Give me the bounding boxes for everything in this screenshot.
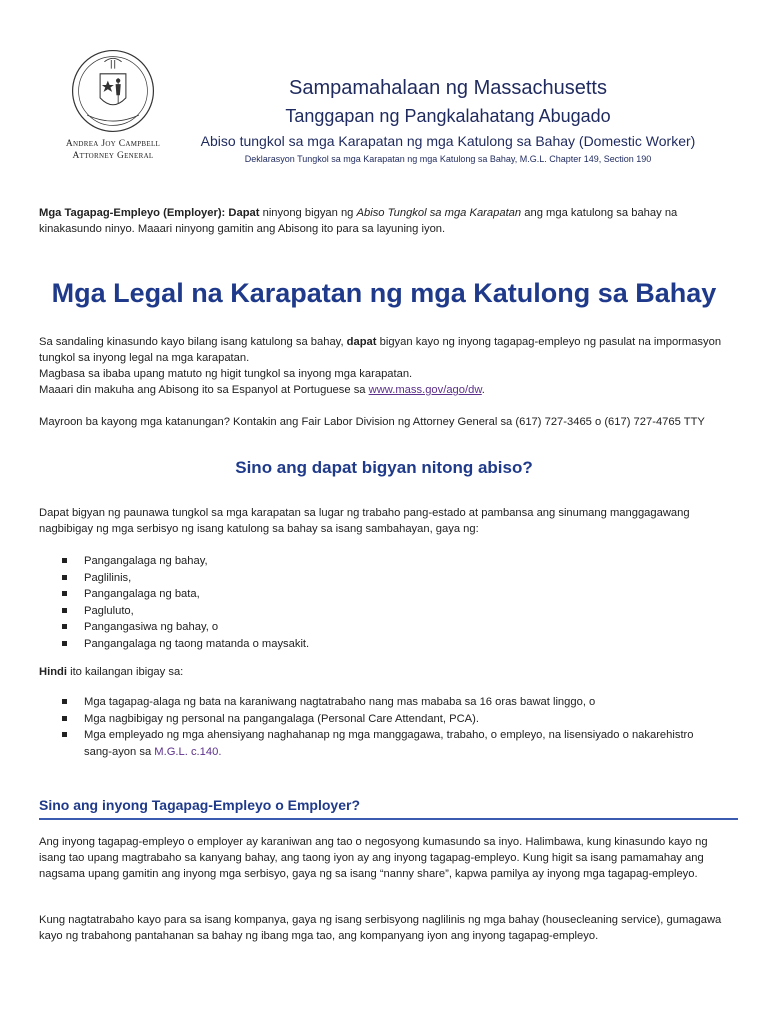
list-item: Pangangalaga ng bahay, <box>62 553 722 570</box>
hindi-rest: ito kailangan ibigay sa: <box>66 666 184 678</box>
dapat-bold: Dapat <box>228 207 260 219</box>
rights-dapat-bold: dapat <box>346 336 377 348</box>
list-item: Pangangalaga ng bata, <box>62 586 722 603</box>
employer-label: Mga Tagapag-Empleyo (Employer): <box>39 207 226 219</box>
languages-end: . <box>481 384 485 396</box>
section-employer-title: Sino ang inyong Tagapag-Empleyo o Employer? <box>39 797 360 813</box>
massachusetts-seal-icon <box>70 48 156 134</box>
document-header <box>180 76 716 165</box>
list-item: Paglilinis, <box>62 570 722 587</box>
list-item: Pangangasiwa ng bahay, o <box>62 619 722 636</box>
attorney-general-name: Andrea Joy Campbell <box>65 139 161 149</box>
not-required-label <box>39 664 729 680</box>
rights-text: Sa sandaling kinasundo kayo bilang isang katulong sa bahay, <box>39 336 347 348</box>
main-title: Mga Legal na Karapatan ng mga Katulong sa Bahay <box>51 278 717 308</box>
section-divider <box>39 818 738 820</box>
list-item: Mga tagapag-alaga ng bata na karaniwang nagtatrabaho nang mas mababa sa 16 oras bawat linggo, o <box>62 694 722 711</box>
notice-italic: Abiso Tungkol sa mga Karapatan <box>356 207 522 219</box>
header-declaration: Deklarasyon Tungkol sa mga Karapatan ng mga Katulong sa Bahay, M.G.L. Chapter 149, Section 190 <box>244 154 652 164</box>
list-item: Mga nagbibigay ng personal na pangangalaga (Personal Care Attendant, PCA). <box>62 711 722 728</box>
contact-paragraph: Mayroon ba kayong mga katanungan? Kontakin ang Fair Labor Division ng Attorney General sa (617) 727-3465 o (617) 727-4765 TTY <box>39 416 705 428</box>
rights-text-end: bigyan kayo ng inyong tagapag-empleyo ng pasulat na impormasyon tungkol sa inyong legal na mga karapatan. <box>39 336 722 364</box>
covered-work-list <box>62 553 722 652</box>
mass-gov-link[interactable]: www.mass.gov/ago/dw <box>368 384 482 396</box>
read-below-text: Magbasa sa ibaba upang matuto ng higit tungkol sa inyong mga karapatan. <box>39 368 413 380</box>
attorney-general-seal-block <box>52 48 174 162</box>
header-subtitle: Tanggapan ng Pangkalahatang Abugado <box>285 106 611 126</box>
excluded-list <box>62 694 722 760</box>
list-item: Pangangalaga ng taong matanda o maysakit. <box>62 636 722 653</box>
employer-definition-paragraph: Ang inyong tagapag-empleyo o employer ay karaniwan ang tao o negosyong kumasundo sa inyo. Halimbawa, kung kinasundo kayo ng isang tao upang magtrabaho sa kanyang bahay, ang taong iyon ay ang inyong tagapag-empleyo. Kung higit sa isang pamamahay ang nagsama upang gamitin ang inyong mga serbisyo, gaya ng sa isang “nanny share”, kapwa pamilya ay inyong mga tagapag-empleyo. <box>39 836 708 880</box>
header-notice: Abiso tungkol sa mga Karapatan ng mga Katulong sa Bahay (Domestic Worker) <box>200 133 696 149</box>
hindi-bold: Hindi <box>39 666 67 678</box>
section-who-receives-title: Sino ang dapat bigyan nitong abiso? <box>235 458 533 477</box>
company-employer-paragraph: Kung nagtatrabaho kayo para sa isang kompanya, gaya ng isang serbisyong naglilinis ng mga bahay (housecleaning service), gumagawa kayo ng trabahong pantahanan sa bahay ng ibang mga tao, ang kompanyang iyon ang inyong tagapag-empleyo. <box>39 914 722 942</box>
intro-text-end: ang mga katulong sa bahay na kinakasundo ninyo. Maaari ninyong gamitin ang Abisong ito para sa layuning iyon. <box>39 207 678 235</box>
attorney-general-title: Attorney General <box>72 151 154 161</box>
list-item: Pagluluto, <box>62 603 722 620</box>
employer-intro-paragraph <box>39 205 729 237</box>
mgl-reference: M.G.L. c.140. <box>154 745 222 758</box>
section-who-receives-intro: Dapat bigyan ng paunawa tungkol sa mga karapatan sa lugar ng trabaho pang-estado at pambansa ang sinumang manggagawang nagbibigay ng mga serbisyo ng isang katulong sa bahay sa isang sambahayan, gaya ng: <box>39 507 690 535</box>
rights-paragraph <box>39 334 729 398</box>
languages-text: Maaari din makuha ang Abisong ito sa Espanyol at Portuguese sa <box>39 384 369 396</box>
header-title: Sampamahalaan ng Massachusetts <box>289 77 607 99</box>
list-item: Mga empleyado ng mga ahensiyang naghahanap ng mga manggagawa, trabaho, o empleyo, na lisensiyado o nakarehistro sang-ayon sa M.G.L. c.140. <box>62 727 722 760</box>
intro-text: ninyong bigyan ng <box>259 207 357 219</box>
